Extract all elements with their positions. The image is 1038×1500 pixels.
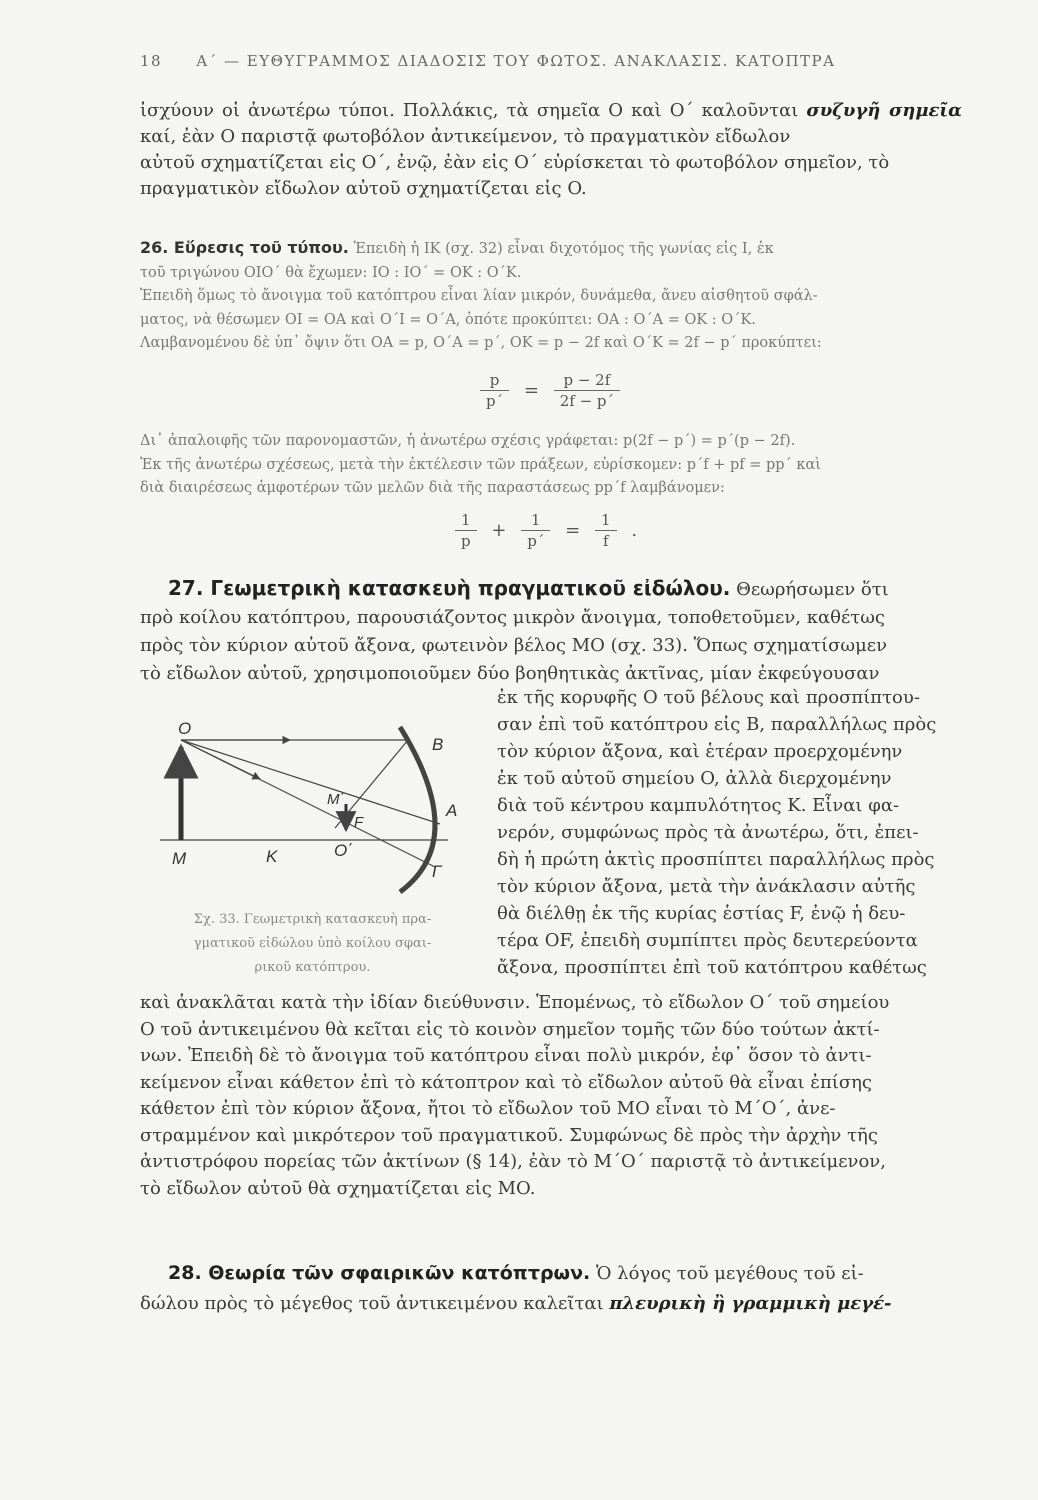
label-A: A xyxy=(446,801,458,820)
wrap-line: ἐκ τῆς κορυφῆς O τοῦ βέλους καὶ προσπίπτου- xyxy=(497,687,920,708)
section-26-line: ματος, νὰ θέσωμεν OI = OA καὶ O΄I = O΄A, ὁπότε προκύπτει: OA : O΄A = OK : O΄K. xyxy=(140,311,756,328)
intro-line: πραγματικὸν εἴδωλον αὐτοῦ σχηματίζεται εἰς O. xyxy=(140,178,587,199)
concave-mirror xyxy=(400,727,435,892)
section-27-line: πρὸ κοίλου κατόπτρου, παρουσιάζοντος μικρὸν ἄνοιγμα, τοποθετοῦμεν, καθέτως xyxy=(140,607,885,628)
caption-line: γματικοῦ εἰδώλου ὑπὸ κοίλου σφαι- xyxy=(193,936,432,951)
section-27-title: 27. Γεωμετρικὴ κατασκευὴ πραγματικοῦ εἰδώλου. xyxy=(168,576,731,600)
wrap-line: τὸν κύριον ἄξονα, μετὰ τὴν ἀνάκλασιν αὐτῆς xyxy=(497,876,916,897)
wrap-line: διὰ τοῦ κέντρου καμπυλότητος K. Εἶναι φα- xyxy=(497,795,900,816)
section-27 xyxy=(140,574,962,688)
eq-sign: = xyxy=(565,520,581,541)
section-26-line: διὰ διαιρέσεως ἀμφοτέρων τῶν μελῶν διὰ τῆς παραστάσεως pp΄f λαμβάνομεν: xyxy=(140,480,725,496)
eq-den: p΄ xyxy=(527,532,545,550)
page-number: 18 xyxy=(140,52,163,70)
section-26 xyxy=(140,236,962,356)
label-F: F xyxy=(354,814,364,831)
section-27-line: κείμενον εἶναι κάθετον ἐπὶ τὸ κάτοπτρον καὶ τὸ εἴδωλον αὐτοῦ θὰ εἶναι ἐπίσης xyxy=(140,1071,872,1093)
term-conjugate-points: συζυγῆ σημεῖα xyxy=(806,100,962,121)
equation-ratio xyxy=(440,370,660,411)
wrap-line: νερόν, συμφώνως πρὸς τὰ ἀνωτέρω, ὅτι, ἐπει- xyxy=(497,822,919,843)
section-27-line: ἀντιστρόφου πορείας τῶν ἀκτίνων (§ 14), ἐὰν τὸ M΄O΄ παριστᾷ τὸ ἀντικείμενον, xyxy=(140,1151,886,1172)
intro-line: ἰσχύουν οἱ ἀνωτέρω τύποι. Πολλάκις, τὰ σημεῖα O καὶ O΄ καλοῦνται xyxy=(140,100,799,121)
section-28-line: Ὁ λόγος τοῦ μεγέθους τοῦ εἰ- xyxy=(595,1263,864,1284)
label-B: B xyxy=(432,735,444,754)
figure-caption xyxy=(140,908,485,980)
label-O: O xyxy=(178,719,192,738)
eq-sign: + xyxy=(491,520,507,541)
eq-num: 1 xyxy=(521,510,550,531)
section-26-line: Ἐπειδὴ ὅμως τὸ ἄνοιγμα τοῦ κατόπτρου εἶναι λίαν μικρόν, δυνάμεθα, ἄνευ αἰσθητοῦ σφάλ- xyxy=(140,288,818,304)
intro-line: αὐτοῦ σχηματίζεται εἰς O΄, ἐνῷ, ἐὰν εἰς O΄ εὑρίσκεται τὸ φωτοβόλον σημεῖον, τὸ xyxy=(140,152,890,173)
running-title: Α΄ — ΕΥΘΥΓΡΑΜΜΟΣ ΔΙΑΔΟΣΙΣ ΤΟΥ ΦΩΤΟΣ. ΑΝΑΚΛΑΣΙΣ. ΚΑΤΟΠΤΡΑ xyxy=(196,52,836,70)
section-27-line: τὸ εἴδωλον αὐτοῦ θὰ σχηματίζεται εἰς MO. xyxy=(140,1177,536,1199)
wrap-line: ἄξονα, προσπίπτει ἐπὶ τοῦ κατόπτρου καθέτως xyxy=(497,957,927,978)
wrap-line: ἐκ τοῦ αὐτοῦ σημείου O, ἀλλὰ διερχομένην xyxy=(497,768,892,789)
section-27-line: O τοῦ ἀντικειμένου θὰ κεῖται εἰς τὸ κοινὸν σημεῖον τομῆς τῶν δύο τούτων ἀκτί- xyxy=(140,1018,880,1040)
wrap-line: σαν ἐπὶ τοῦ κατόπτρου εἰς B, παραλλήλως πρὸς xyxy=(497,714,937,735)
wrap-line: θὰ διέλθῃ ἐκ τῆς κυρίας ἑστίας F, ἐνῷ ἡ δευ- xyxy=(497,903,906,924)
section-27-line: νων. Ἐπειδὴ δὲ τὸ ἄνοιγμα τοῦ κατόπτρου εἶναι πολὺ μικρόν, ἐφ᾽ ὅσον τὸ ἀντι- xyxy=(140,1045,872,1066)
section-26-line: Ἐκ τῆς ἀνωτέρω σχέσεως, μετὰ τὴν ἐκτέλεσιν τῶν πράξεων, εὑρίσκομεν: p΄f + pf = pp΄ καὶ xyxy=(140,456,821,473)
ray-arrow xyxy=(181,740,260,779)
section-27-line: στραμμένον καὶ μικρότερον τοῦ πραγματικοῦ. Συμφώνως δὲ πρὸς τὴν ἀρχὴν τῆς xyxy=(140,1124,878,1146)
label-O-prime: O΄ xyxy=(334,841,353,860)
section-26-line: Λαμβανομένου δὲ ὑπ᾽ ὄψιν ὅτι OA = p, O΄A = p΄, OK = p − 2f καὶ O΄K = 2f − p΄ προκύπτει: xyxy=(140,335,822,351)
section-26-line: Δι᾽ ἀπαλοιφῆς τῶν παρονομαστῶν, ἡ ἀνωτέρω σχέσις γράφεται: p(2f − p΄) = p΄(p − 2f). xyxy=(140,433,796,449)
intro-paragraph xyxy=(140,98,962,202)
wrap-line: τὸν κύριον ἄξονα, καὶ ἑτέραν προερχομένην xyxy=(497,741,903,762)
eq-den: p xyxy=(460,532,471,550)
section-26-line: Ἐπειδὴ ἡ IK (σχ. 32) εἶναι διχοτόμος τῆς γωνίας εἰς I, ἐκ xyxy=(353,241,774,257)
section-26-title: 26. Εὕρεσις τοῦ τύπου. xyxy=(140,238,349,257)
running-head xyxy=(140,52,960,70)
section-27-wrap xyxy=(497,684,962,981)
wrap-line: δὴ ἡ πρώτη ἀκτὶς προσπίπτει παραλλήλως πρὸς xyxy=(497,849,935,870)
section-28 xyxy=(140,1258,962,1319)
caption-line: Σχ. 33. Γεωμετρικὴ κατασκευὴ πρα- xyxy=(193,912,432,927)
equation-mirror xyxy=(440,510,650,551)
section-27-line: Θεωρήσωμεν ὅτι xyxy=(736,579,889,600)
eq-num: p − 2f xyxy=(554,370,620,391)
eq-num: 1 xyxy=(455,510,477,531)
figure-33-diagram xyxy=(150,712,480,902)
section-27-line: κάθετον ἐπὶ τὸν κύριον ἄξονα, ἤτοι τὸ εἴδωλον τοῦ MO εἶναι τὸ M΄O΄, ἀνε- xyxy=(140,1098,836,1119)
eq-sign: . xyxy=(631,520,638,541)
eq-num: 1 xyxy=(595,510,617,531)
eq-den: p΄ xyxy=(485,392,504,410)
section-28-title: 28. Θεωρία τῶν σφαιρικῶν κατόπτρων. xyxy=(168,1262,591,1284)
eq-den: f xyxy=(602,532,609,550)
section-26-cont xyxy=(140,430,962,501)
eq-num: p xyxy=(480,370,509,391)
section-27-line: τὸ εἴδωλον αὐτοῦ, χρησιμοποιοῦμεν δύο βοηθητικὰς ἀκτῖνας, μίαν ἐκφεύγουσαν xyxy=(140,663,880,684)
intro-line: καί, ἐὰν O παριστᾷ φωτοβόλον ἀντικείμενον, τὸ πραγματικὸν εἴδωλον xyxy=(140,126,791,147)
ray-focus xyxy=(181,740,440,824)
wrap-line: τέρα OF, ἐπειδὴ συμπίπτει πρὸς δευτερεύοντα xyxy=(497,930,918,951)
eq-den: 2f − p΄ xyxy=(559,392,615,410)
caption-line: ρικοῦ κατόπτρου. xyxy=(254,960,371,975)
label-M: M xyxy=(172,849,187,868)
section-27-line: καὶ ἀνακλᾶται κατὰ τὴν ἰδίαν διεύθυνσιν. Ἑπομένως, τὸ εἴδωλον O΄ τοῦ σημείου xyxy=(140,992,890,1013)
label-M-prime: M΄ xyxy=(327,791,345,808)
section-28-line: δώλου πρὸς τὸ μέγεθος τοῦ ἀντικειμένου καλεῖται xyxy=(140,1293,604,1314)
section-26-line: τοῦ τριγώνου OIO΄ θὰ ἔχωμεν: IO : IO΄ = OK : O΄K. xyxy=(140,264,522,281)
term-lateral-magnification: πλευρικὴ ἢ γραμμικὴ μεγέ- xyxy=(609,1293,892,1314)
label-Gamma: Γ xyxy=(432,862,442,881)
eq-sign: = xyxy=(523,380,539,401)
label-K: K xyxy=(266,847,278,866)
section-27-line: πρὸς τὸν κύριον αὐτοῦ ἄξονα, φωτεινὸν βέλος MO (σχ. 33). Ὅπως σχηματίσωμεν xyxy=(140,635,888,656)
section-27-cont xyxy=(140,990,962,1202)
